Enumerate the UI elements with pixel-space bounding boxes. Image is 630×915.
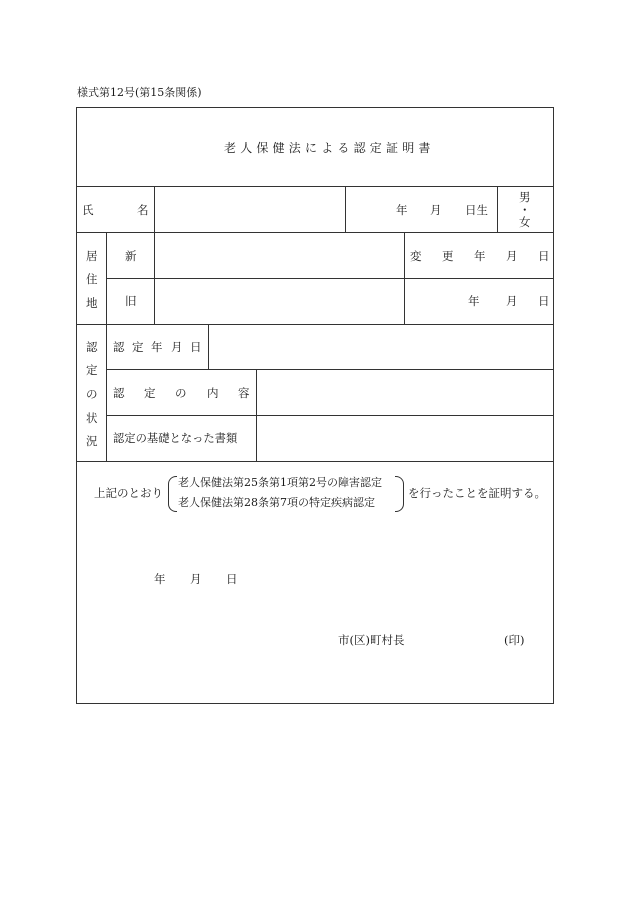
residence-old-field[interactable] bbox=[155, 279, 404, 324]
birth-month-label: 月 bbox=[430, 203, 442, 217]
cert-date-field[interactable] bbox=[209, 325, 554, 369]
certify-option-1: 老人保健法第25条第1項第2号の障害認定 bbox=[178, 476, 382, 489]
name-label-right: 名 bbox=[137, 203, 149, 217]
status-label-3: の bbox=[86, 387, 98, 401]
seal-mark: (印) bbox=[504, 633, 525, 647]
cert-docs-field[interactable] bbox=[257, 416, 554, 461]
change-day-label: 日 bbox=[538, 249, 550, 263]
old-day-label: 日 bbox=[538, 294, 550, 308]
birth-day-label: 日生 bbox=[465, 203, 488, 217]
sex-female[interactable]: 女 bbox=[519, 215, 531, 229]
change-char-2: 更 bbox=[442, 249, 454, 263]
residence-label-2: 住 bbox=[86, 272, 98, 286]
cert-date-char-1: 認 bbox=[113, 340, 125, 354]
form-number: 様式第12号(第15条関係) bbox=[77, 86, 202, 99]
birth-year-label: 年 bbox=[396, 203, 408, 217]
residence-new-field[interactable] bbox=[155, 233, 404, 278]
issue-day-label: 日 bbox=[226, 572, 238, 586]
certify-option-2: 老人保健法第28条第7項の特定疾病認定 bbox=[178, 496, 375, 509]
name-label-left: 氏 bbox=[82, 203, 94, 217]
residence-new-label: 新 bbox=[125, 249, 137, 263]
issue-year-label: 年 bbox=[154, 572, 166, 586]
sex-male[interactable]: 男 bbox=[519, 190, 531, 204]
divider-status bbox=[77, 461, 554, 462]
residence-label-1: 居 bbox=[86, 249, 98, 263]
change-month-label: 月 bbox=[506, 249, 518, 263]
cert-date-char-4: 月 bbox=[171, 340, 183, 354]
residence-old-label: 旧 bbox=[125, 294, 137, 308]
docs-label: 認定の基礎となった書類 bbox=[113, 432, 238, 445]
sex-separator: ・ bbox=[519, 203, 531, 217]
document-title: 老人保健法による認定証明書 bbox=[224, 141, 435, 155]
mayor-label: 市(区)町村長 bbox=[338, 633, 405, 647]
cert-date-char-2: 定 bbox=[132, 340, 144, 354]
vline-residence-date bbox=[404, 232, 405, 324]
left-brace bbox=[168, 476, 177, 512]
issue-month-label: 月 bbox=[190, 572, 202, 586]
vline-sex bbox=[497, 186, 498, 233]
change-char-1: 変 bbox=[410, 249, 422, 263]
status-label-5: 況 bbox=[86, 434, 98, 448]
status-label-1: 認 bbox=[86, 340, 98, 354]
content-char-3: の bbox=[175, 386, 187, 400]
content-char-4: 内 bbox=[207, 386, 219, 400]
content-char-1: 認 bbox=[113, 386, 125, 400]
name-field[interactable] bbox=[155, 187, 345, 232]
certify-suffix: を行ったことを証明する。 bbox=[408, 486, 546, 500]
certify-prefix: 上記のとおり bbox=[94, 486, 163, 500]
status-label-4: 状 bbox=[86, 411, 98, 425]
status-label-2: 定 bbox=[86, 363, 98, 377]
content-char-5: 容 bbox=[238, 386, 250, 400]
right-brace bbox=[395, 476, 404, 512]
cert-date-char-5: 日 bbox=[190, 340, 202, 354]
vline-left-col bbox=[106, 232, 107, 461]
content-char-2: 定 bbox=[144, 386, 156, 400]
cert-content-field[interactable] bbox=[257, 370, 554, 415]
old-month-label: 月 bbox=[506, 294, 518, 308]
change-year-label: 年 bbox=[474, 249, 486, 263]
old-year-label: 年 bbox=[468, 294, 480, 308]
cert-date-char-3: 年 bbox=[151, 340, 163, 354]
vline-name-field bbox=[345, 186, 346, 233]
residence-label-3: 地 bbox=[86, 296, 98, 310]
